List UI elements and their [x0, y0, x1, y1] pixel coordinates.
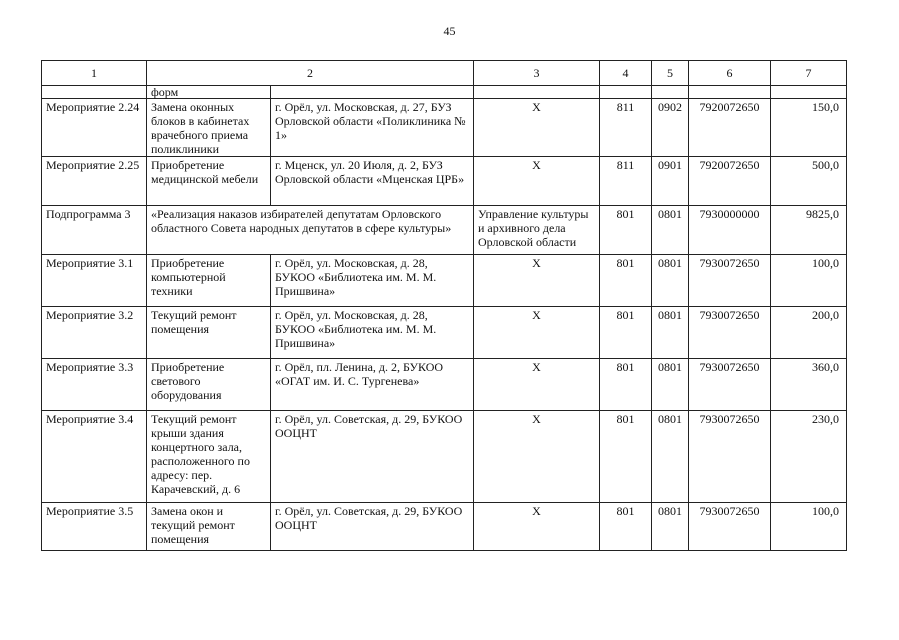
- row-col-6: 7930000000: [689, 206, 771, 255]
- row-executor: Х: [474, 255, 600, 307]
- header-col-3: 3: [474, 61, 600, 86]
- row-address: г. Орёл, пл. Ленина, д. 2, БУКОО «ОГАТ им. И. С. Тургенева»: [271, 359, 474, 411]
- header-row: [42, 61, 847, 86]
- row-id: Мероприятие 2.25: [42, 157, 147, 206]
- row-col-5: 0801: [652, 206, 689, 255]
- row-col-6: 7920072650: [689, 157, 771, 206]
- row-col-4: 801: [600, 359, 652, 411]
- row-address: г. Орёл, ул. Московская, д. 28, БУКОО «Библиотека им. М. М. Пришвина»: [271, 307, 474, 359]
- row-col-7: 100,0: [771, 503, 847, 551]
- row-address: г. Орёл, ул. Московская, д. 27, БУЗ Орловской области «Поликлиника № 1»: [271, 99, 474, 157]
- row-col-5: 0801: [652, 255, 689, 307]
- header-col-7: 7: [771, 61, 847, 86]
- row-executor: Х: [474, 157, 600, 206]
- budget-table: [41, 60, 847, 551]
- header-col-2: 2: [147, 61, 474, 86]
- row-description: Текущий ремонт помещения: [147, 307, 271, 359]
- row-col-4: 811: [600, 157, 652, 206]
- row-id: Мероприятие 3.3: [42, 359, 147, 411]
- row-id: Мероприятие 2.24: [42, 99, 147, 157]
- row-description: Замена оконных блоков в кабинетах врачебного приема поликлиники: [147, 99, 271, 157]
- row-id: Мероприятие 3.1: [42, 255, 147, 307]
- row-address: г. Орёл, ул. Советская, д. 29, БУКОО ООЦНТ: [271, 503, 474, 551]
- header-col-4: 4: [600, 61, 652, 86]
- row-id: Мероприятие 3.4: [42, 411, 147, 503]
- row-col-5: 0901: [652, 157, 689, 206]
- table-row: [42, 359, 847, 411]
- row-col-7: 200,0: [771, 307, 847, 359]
- row-col-5: 0902: [652, 99, 689, 157]
- row-address: г. Мценск, ул. 20 Июля, д. 2, БУЗ Орловской области «Мценская ЦРБ»: [271, 157, 474, 206]
- table-row: [42, 99, 847, 157]
- table-row: [42, 255, 847, 307]
- table-row: [42, 503, 847, 551]
- row-col-4: 801: [600, 411, 652, 503]
- row-executor: Х: [474, 503, 600, 551]
- row-description: «Реализация наказов избирателей депутатам Орловского областного Совета народных депутатов в сфере культуры»: [147, 206, 474, 255]
- row-col-5: 0801: [652, 307, 689, 359]
- header-col-5: 5: [652, 61, 689, 86]
- table-row: [42, 411, 847, 503]
- row-col-6: 7930072650: [689, 255, 771, 307]
- row-col-7: 230,0: [771, 411, 847, 503]
- row-address: г. Орёл, ул. Московская, д. 28, БУКОО «Библиотека им. М. М. Пришвина»: [271, 255, 474, 307]
- row-col-6: 7920072650: [689, 99, 771, 157]
- row-address: г. Орёл, ул. Советская, д. 29, БУКОО ООЦНТ: [271, 411, 474, 503]
- row-executor: Управление культуры и архивного дела Орловской области: [474, 206, 600, 255]
- row-col-6: 7930072650: [689, 307, 771, 359]
- row-executor: Х: [474, 307, 600, 359]
- row-col-6: 7930072650: [689, 503, 771, 551]
- row-executor: Х: [474, 411, 600, 503]
- row-id: Мероприятие 3.5: [42, 503, 147, 551]
- row-description: Текущий ремонт крыши здания концертного зала, расположенного по адресу: пер. Карачевский, д. 6: [147, 411, 271, 503]
- row-description: Приобретение компьютерной техники: [147, 255, 271, 307]
- row-description: Приобретение медицинской мебели: [147, 157, 271, 206]
- row-col-4: 811: [600, 99, 652, 157]
- row-id: Подпрограмма 3: [42, 206, 147, 255]
- row-executor: Х: [474, 99, 600, 157]
- row-col-5: 0801: [652, 359, 689, 411]
- row-executor: Х: [474, 359, 600, 411]
- header-col-1: 1: [42, 61, 147, 86]
- row-col-5: 0801: [652, 503, 689, 551]
- row-col-4: 801: [600, 255, 652, 307]
- row-col-7: 9825,0: [771, 206, 847, 255]
- row-col-7: 360,0: [771, 359, 847, 411]
- subprogram-row: [42, 206, 847, 255]
- table-row: [42, 157, 847, 206]
- row-col-7: 150,0: [771, 99, 847, 157]
- row-col-4: 801: [600, 206, 652, 255]
- row-col-7: 100,0: [771, 255, 847, 307]
- continuation-text: форм: [147, 86, 271, 99]
- header-col-6: 6: [689, 61, 771, 86]
- page-number: 45: [443, 24, 456, 38]
- row-col-5: 0801: [652, 411, 689, 503]
- row-description: Приобретение светового оборудования: [147, 359, 271, 411]
- row-description: Замена окон и текущий ремонт помещения: [147, 503, 271, 551]
- row-id: Мероприятие 3.2: [42, 307, 147, 359]
- row-col-4: 801: [600, 307, 652, 359]
- row-col-4: 801: [600, 503, 652, 551]
- row-col-6: 7930072650: [689, 359, 771, 411]
- row-col-7: 500,0: [771, 157, 847, 206]
- continuation-row: [42, 86, 847, 99]
- table-row: [42, 307, 847, 359]
- row-col-6: 7930072650: [689, 411, 771, 503]
